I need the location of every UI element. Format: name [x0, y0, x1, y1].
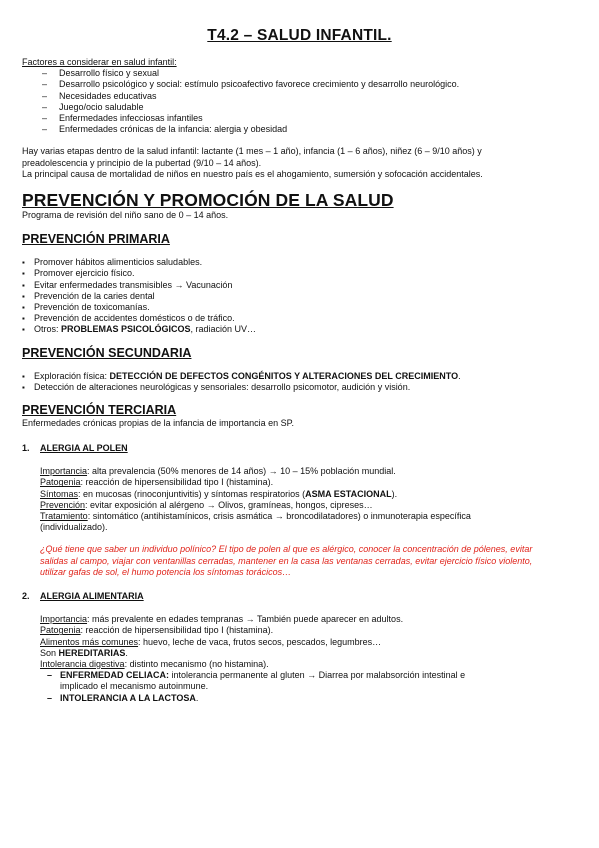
- detail-text: intolerancia permanente al gluten → Diarrea por malabsorción intestinal e: [169, 670, 466, 681]
- subsection-number: 2.: [22, 591, 30, 602]
- note-line: utilizar gafas de sol, el humo potencia los síntomas torácicos…: [40, 566, 292, 577]
- detail-text: : más prevalente en edades tempranas → También puede aparecer en adultos.: [87, 614, 404, 625]
- section-heading-secundaria: PREVENCIÓN SECUNDARIA: [22, 345, 192, 360]
- list-item: ▪ Promover ejercicio físico.: [22, 268, 577, 279]
- detail-text: implicado el mecanismo autoinmune.: [60, 681, 209, 692]
- list-item: [22, 371, 577, 382]
- detail-line: [40, 625, 577, 636]
- text: Exploración física:: [34, 370, 110, 381]
- detail-line: [40, 637, 577, 648]
- detail-line: [40, 659, 577, 670]
- list-item: ▪ Prevención de la caries dental: [22, 291, 577, 302]
- list-item: – Necesidades educativas: [42, 91, 577, 102]
- text: .: [458, 370, 461, 381]
- list-item: – Juego/ocio saludable: [42, 102, 577, 113]
- subsection-heading-polen: [22, 443, 577, 454]
- primaria-list: [22, 257, 577, 335]
- promo-subtitle: Programa de revisión del niño sano de 0 – 14 años.: [22, 210, 229, 221]
- detail-text: ).: [391, 488, 398, 499]
- detail-line: [40, 477, 577, 488]
- detail-text: : alta prevalencia (50% menores de 14 años) → 10 – 15% población mundial.: [87, 466, 396, 477]
- bold-text: PROBLEMAS PSICOLÓGICOS: [61, 324, 191, 335]
- list-item: – Enfermedades crónicas de la infancia: alergia y obesidad: [42, 124, 577, 135]
- bold-text: DETECCIÓN DE DEFECTOS CONGÉNITOS Y ALTERACIONES DEL CRECIMIENTO: [109, 370, 459, 381]
- text: , radiación UV…: [190, 324, 257, 335]
- bold-text: ENFERMEDAD CELIACA:: [60, 670, 169, 681]
- detail-line: [40, 489, 577, 500]
- list-item: [22, 324, 577, 335]
- section-heading-primaria: PREVENCIÓN PRIMARIA: [22, 232, 170, 247]
- document-title: T4.2 – SALUD INFANTIL.: [207, 27, 392, 44]
- factors-list: [22, 68, 577, 135]
- text: Otros:: [34, 324, 62, 335]
- detail-text: : reacción de hipersensibilidad tipo I (histamina).: [80, 477, 274, 488]
- detail-line: (individualizado).: [40, 522, 108, 533]
- list-item: [40, 670, 577, 692]
- list-item: – Enfermedades infecciosas infantiles: [42, 113, 577, 124]
- bold-text: HEREDITARIAS: [58, 647, 126, 658]
- mortality-line: La principal causa de mortalidad de niños en nuestro país es el ahogamiento, sumersión y sofocación accidentales.: [22, 168, 483, 179]
- subsection-title: ALERGIA ALIMENTARIA: [40, 591, 144, 602]
- detail-label: Alimentos más comunes: [40, 636, 139, 647]
- detail-label: Patogenia: [40, 625, 81, 636]
- list-item: ▪ Detección de alteraciones neurológicas y sensoriales: desarrollo psicomotor, audición y visión.: [22, 382, 577, 393]
- subsection-title: ALERGIA AL POLEN: [40, 443, 128, 454]
- list-item: ▪ Prevención de accidentes domésticos o de tráfico.: [22, 313, 577, 324]
- detail-text: Son: [40, 647, 59, 658]
- intolerancia-list: [40, 670, 577, 704]
- detail-text: : evitar exposición al alérgeno → Olivos, gramíneas, hongos, cipreses…: [85, 499, 373, 510]
- stages-paragraph: [22, 146, 577, 180]
- list-item: – Desarrollo físico y sexual: [42, 68, 577, 79]
- list-item: ▪ Prevención de toxicomanías.: [22, 302, 577, 313]
- alimentaria-details: [22, 614, 577, 704]
- stages-line: Hay varias etapas dentro de la salud infantil: lactante (1 mes – 1 año), infancia (1 – 6 años), niñez (6 – 9/10 años) y: [22, 146, 482, 157]
- detail-text: : huevo, leche de vaca, frutos secos, pescados, legumbres…: [138, 636, 382, 647]
- detail-line: [40, 511, 577, 522]
- list-item: – Desarrollo psicológico y social: estímulo psicoafectivo favorece crecimiento y desarrollo neurológico.: [42, 79, 577, 90]
- subsection-heading-alimentaria: [22, 591, 577, 602]
- section-heading-promocion: PREVENCIÓN Y PROMOCIÓN DE LA SALUD: [22, 190, 394, 211]
- detail-label: Prevención: [40, 499, 86, 510]
- bold-text: ASMA ESTACIONAL: [305, 488, 392, 499]
- detail-line: [40, 614, 577, 625]
- detail-label: Tratamiento: [40, 511, 88, 522]
- bold-text: INTOLERANCIA A LA LACTOSA: [60, 692, 196, 703]
- secundaria-list: [22, 371, 577, 393]
- detail-line: [40, 500, 577, 511]
- detail-line: [40, 648, 577, 659]
- detail-label: Importancia: [40, 614, 88, 625]
- subsection-number: 1.: [22, 443, 30, 454]
- note-line: ¿Qué tiene que saber un individuo polínico? El tipo de polen al que es alérgico, conocer la concentración de pólenes, evitar: [40, 544, 533, 555]
- detail-text: : sintomático (antihistamínicos, crisis asmática → broncodilatadores) o inmunoterapia específica: [87, 511, 471, 522]
- polen-note: [22, 544, 577, 578]
- terciaria-subtitle: Enfermedades crónicas propias de la infancia de importancia en SP.: [22, 418, 294, 429]
- detail-text: : distinto mecanismo (no histamina).: [124, 658, 269, 669]
- polen-details: [22, 466, 577, 533]
- detail-label: Síntomas: [40, 488, 79, 499]
- detail-label: Importancia: [40, 466, 88, 477]
- detail-text: : reacción de hipersensibilidad tipo I (histamina).: [80, 625, 274, 636]
- list-item: ▪ Evitar enfermedades transmisibles → Vacunación: [22, 280, 577, 291]
- stages-line: preadolescencia y principio de la pubertad (9/10 – 14 años).: [22, 157, 262, 168]
- list-item: ▪ Promover hábitos alimenticios saludables.: [22, 257, 577, 268]
- detail-text: .: [125, 647, 128, 658]
- factors-heading: Factores a considerar en salud infantil:: [22, 57, 177, 67]
- detail-text: : en mucosas (rinoconjuntivitis) y síntomas respiratorios (: [78, 488, 306, 499]
- detail-label: Intolerancia digestiva: [40, 658, 125, 669]
- detail-text: .: [195, 692, 199, 703]
- section-heading-terciaria: PREVENCIÓN TERCIARIA: [22, 403, 177, 418]
- list-item: [40, 693, 577, 704]
- detail-label: Patogenia: [40, 477, 81, 488]
- note-line: salidas al campo, viajar con ventanillas cerradas, mantener en la casa las ventanas cerradas, evitar ejercicio físico violento,: [40, 555, 533, 566]
- detail-line: [40, 466, 577, 477]
